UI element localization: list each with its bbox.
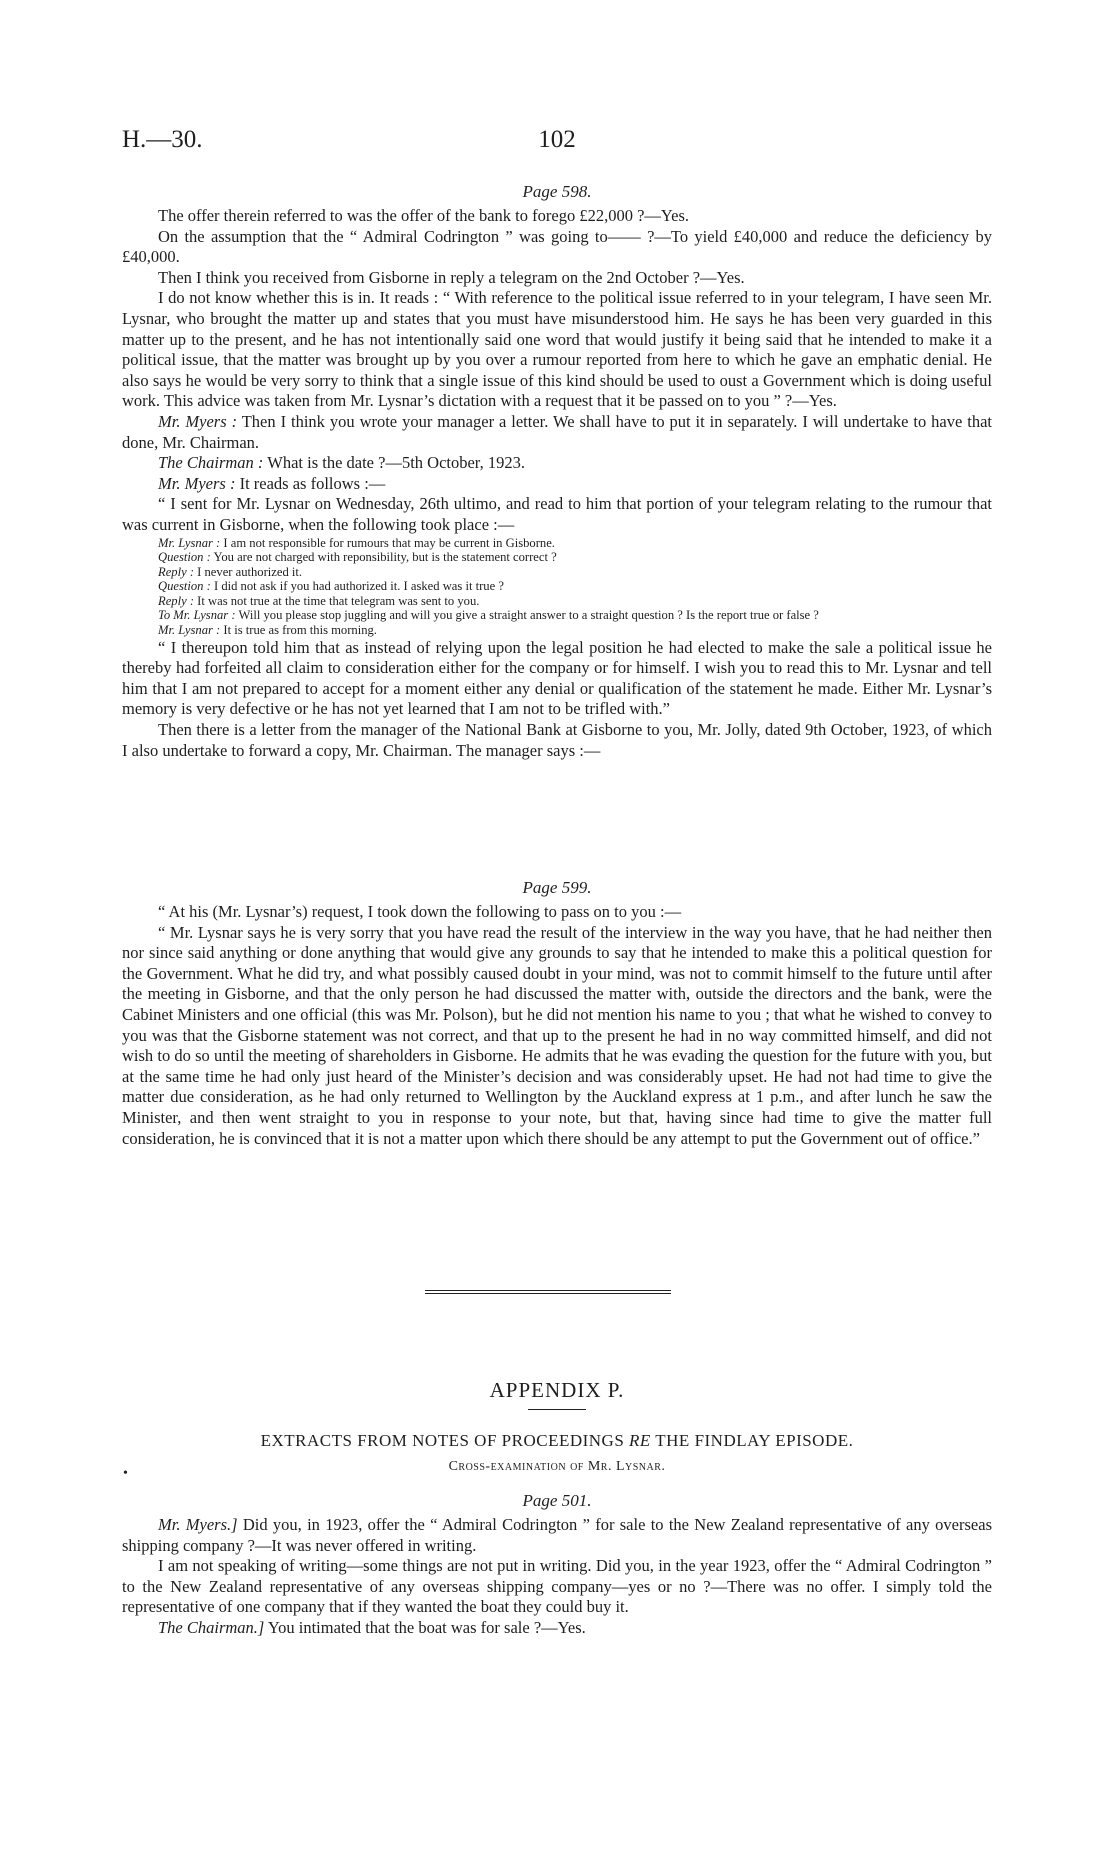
speaker-text: Then I think you wrote your manager a letter. We shall have to put it in separately. I will undertake to have that done, Mr. Chairman. [122,411,992,452]
appendix-label: APPENDIX P. [489,1378,625,1402]
document-reference: H.—30. [122,126,203,153]
speaker-label: Reply : [158,564,195,579]
appendix-title-part: EXTRACTS FROM NOTES OF PROCEEDINGS [260,1431,630,1450]
speaker-text: It reads as follows :— [235,473,386,493]
speaker-label: Mr. Myers.] [158,1515,238,1534]
speaker-label: Reply : [158,593,195,608]
section-page-501 [122,1491,992,1639]
section-page-598 [122,182,992,761]
paragraph: On the assumption that the “ Admiral Codrington ” was going to—— ?—To yield £40,000 and reduce the deficiency by £40,000. [122,226,992,267]
dialogue-text: It was not true at the time that telegram was sent to you. [194,593,480,608]
bank-letter-paragraph: Then there is a letter from the manager of the National Bank at Gisborne to you, Mr. Jolly, dated 9th October, 1923, of which I also undertake to forward a copy, Mr. Chairman. The manager says :— [122,720,992,760]
dialogue-text: You are not charged with reponsibility, but is the statement correct ? [210,550,557,565]
section-page-599 [122,878,992,1149]
paragraph: “ At his (Mr. Lysnar’s) request, I took down the following to pass on to you :— [158,902,682,921]
speaker-label: Mr. Myers : [158,473,236,493]
page-header [122,126,992,160]
speaker-label: The Chairman : [158,453,264,473]
dialogue-line [122,623,992,638]
dialogue-text: It is true as from this morning. [220,623,377,638]
speaker-paragraph [122,412,992,453]
page-number: 102 [538,126,576,153]
dialogue-line [122,608,992,623]
speaker-text: Did you, in 1923, offer the “ Admiral Codrington ” for sale to the New Zealand representative of any overseas shipping company ?—It was never offered in writing. [122,1515,992,1555]
speaker-label: Mr. Lysnar : [158,535,221,550]
page-heading-501: Page 501. [522,1491,592,1510]
dialogue-text: I am not responsible for rumours that may be current in Gisborne. [220,535,555,550]
dialogue-line [122,579,992,594]
speaker-label: Mr. Lysnar : [158,623,221,638]
speaker-label: Question : [158,550,211,565]
letter-close: “ I thereupon told him that as instead of relying upon the legal position he had elected to make the sale a political issue he thereby had forfeited all claim to consideration either for the company or for himself. I wish you to read this to Mr. Lysnar and tell him that I am not prepared to accept for a moment either any denial or qualification of the statement he made. Either Mr. Lysnar’s memory is very defective or he has not yet learned that I am not to be trifled with.” [122,637,992,719]
section-divider [425,1290,671,1294]
speaker-label: To Mr. Lysnar : [158,608,236,623]
dialogue-text: I never authorized it. [194,564,303,579]
appendix-title [122,1431,992,1451]
dialogue-text: Will you please stop juggling and will you give a straight answer to a straight question ? Is the report true or false ? [235,608,819,623]
speaker-label: Mr. Myers : [158,411,238,431]
speaker-text: You intimated that the boat was for sale ?—Yes. [264,1617,586,1637]
paragraph: “ Mr. Lysnar says he is very sorry that you have read the result of the interview in the way you have, that he had neither then nor since said anything or done anything that would give any grounds to say that he intended to make this a political question for the Government. What he did try, and what possibly caused doubt in your mind, was not to commit himself to the future until after the meeting in Gisborne, and that the only person he had discussed the matter with, outside the directors and the bank, were the Cabinet Ministers and one official (this was Mr. Polson), but he did not mention his name to you ; that what he wished to convey to you was that the Gisborne statement was not correct, and that up to the present he had in no way committed himself, and did not wish to do so until the meeting of shareholders in Gisborne. He admits that he was evading the question for the future with you, but at the same time he had only just heard of the Minister’s decision and was considerably upset. He had not had time to give the matter due consideration, as he had only returned to Wellington by the Auckland express at 1 p.m., and after lunch he saw the Minister, and then went straight to you in response to your note, but that, having since had time to give the matter full consideration, he is convinced that it is not a matter upon which there should be any attempt to put the Government out of office.” [122,922,992,1148]
appendix-subtitle: Cross-examination of Mr. Lysnar. [448,1459,666,1474]
stray-mark: • [123,1466,128,1481]
paragraph: I do not know whether this is in. It reads : “ With reference to the political issue referred to in your telegram, I have seen Mr. Lysnar, who brought the matter up and states that you must have misunderstood him. He says he has been very guarded in this matter up to the present, and he has not intentionally said one word that would justify it being said that he intended to make it a political issue, that the matter was brought up by you over a rumour reported from here to which he gave an emphatic denial. He also says he would be very sorry to think that a single issue of this kind should be used to oust a Government which is doing useful work. This advice was taken from Mr. Lysnar’s dictation with a request that it be passed on to you ” ?—Yes. [122,288,992,411]
dialogue-text: I did not ask if you had authorized it. I asked was it true ? [210,579,504,594]
paragraph: The offer therein referred to was the offer of the bank to forego £22,000 ?—Yes. [158,206,690,225]
page-heading-599: Page 599. [522,878,592,897]
speaker-label: Question : [158,579,211,594]
speaker-paragraph [122,1618,992,1639]
dialogue-line [122,594,992,609]
speaker-label: The Chairman.] [158,1617,265,1637]
page-heading-598: Page 598. [522,182,592,201]
paragraph: Then I think you received from Gisborne in reply a telegram on the 2nd October ?—Yes. [158,267,745,287]
speaker-paragraph [122,453,992,474]
appendix-rule [528,1409,586,1410]
dialogue-line [122,536,992,551]
paragraph: I am not speaking of writing—some things are not put in writing. Did you, in the year 1923, offer the “ Admiral Codrington ” to the New Zealand representative of any overseas shipping company—yes or no ?—There was no offer. I simply told the representative of one company that if they wanted the boat they could buy it. [122,1556,992,1617]
appendix-title-part: THE FINDLAY EPISODE. [650,1431,854,1450]
speaker-paragraph [122,474,992,495]
dialogue-line [122,565,992,580]
dialogue-line [122,550,992,565]
letter-intro: “ I sent for Mr. Lysnar on Wednesday, 26th ultimo, and read to him that portion of your telegram relating to the rumour that was current in Gisborne, when the following took place :— [122,494,992,534]
speaker-text: What is the date ?—5th October, 1923. [263,453,526,473]
appendix-title-re: RE [629,1431,651,1450]
speaker-paragraph [122,1515,992,1556]
